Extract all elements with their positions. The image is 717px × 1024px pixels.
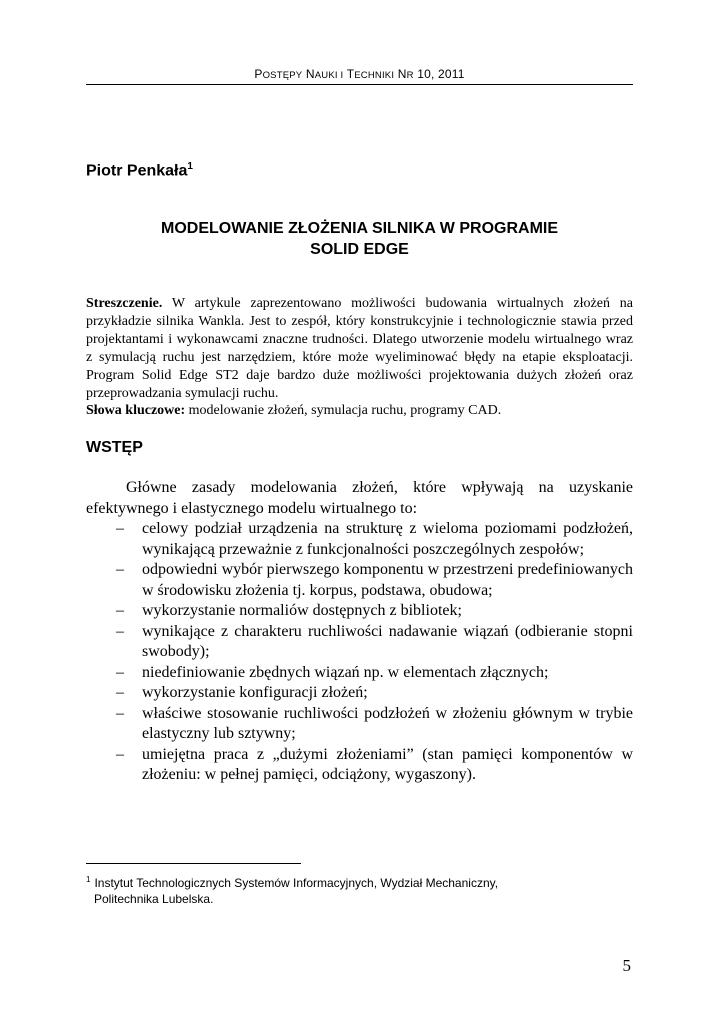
- bullet-dash: –: [116, 745, 124, 763]
- running-header: [86, 67, 633, 81]
- journal-name-part: AUKI I: [314, 70, 344, 81]
- bullet-dash: –: [116, 622, 124, 640]
- journal-name-part: OSTĘPY: [262, 70, 303, 81]
- author: [86, 161, 193, 180]
- footnote-mark: 1: [86, 875, 91, 884]
- list-item-text: wykorzystanie konfiguracji złożeń;: [142, 684, 368, 701]
- footnote-line-1: [86, 872, 633, 891]
- list-item: [86, 601, 633, 622]
- journal-name-part: N: [397, 67, 407, 81]
- header-rule: [86, 84, 633, 85]
- intro-paragraph: Główne zasady modelowania złożeń, które wpływają na uzyskanie efektywnego i elastycznego modelu wirtualnego to:: [86, 479, 633, 517]
- list-item: [86, 663, 633, 684]
- list-item-text: wykorzystanie normaliów dostępnych z bibliotek;: [142, 602, 462, 619]
- list-item-text: wynikające z charakteru ruchliwości nadawanie wiązań (odbieranie stopni swobody);: [142, 622, 633, 660]
- keywords-label: Słowa kluczowe:: [86, 403, 186, 419]
- footnote-line-2: Politechnika Lubelska.: [94, 892, 214, 906]
- paper-title: [86, 218, 633, 260]
- keywords-text: modelowanie złożeń, symulacja ruchu, programy CAD.: [188, 403, 502, 419]
- list-item: [86, 683, 633, 704]
- body-text: [86, 478, 633, 786]
- bullet-dash: –: [116, 663, 124, 681]
- title-line-1: MODELOWANIE ZŁOŻENIA SILNIKA W PROGRAMIE: [160, 220, 559, 237]
- list-item: [86, 519, 633, 560]
- journal-name-part: T: [346, 67, 355, 81]
- page-number: 5: [622, 956, 631, 975]
- journal-name-part: R: [406, 70, 414, 81]
- footnote: [86, 872, 633, 907]
- bullet-dash: –: [116, 602, 124, 619]
- list-item: [86, 745, 633, 786]
- bullet-dash: –: [116, 520, 124, 537]
- list-item-text: odpowiedni wybór pierwszego komponentu w przestrzeni predefiniowanych w środowisku złożenia tj. korpus, podstawa, obudowa;: [142, 561, 633, 599]
- title-line-2: SOLID EDGE: [310, 241, 409, 258]
- bullet-dash: –: [116, 561, 124, 578]
- author-name: Piotr Penkała: [86, 162, 188, 180]
- list-item-text: właściwe stosowanie ruchliwości podzłożeń w złożeniu głównym w trybie elastyczny lub sztywny;: [142, 704, 633, 742]
- bullet-dash: –: [116, 704, 124, 722]
- list-item-text: niedefiniowanie zbędnych wiązań np. w elementach złącznych;: [142, 663, 549, 681]
- journal-name-part: ECHNIKI: [354, 70, 395, 81]
- bullet-dash: –: [116, 684, 124, 701]
- footnote-text-1: Instytut Technologicznych Systemów Informacyjnych, Wydział Mechaniczny,: [94, 876, 499, 890]
- abstract-label: Streszczenie.: [86, 296, 163, 311]
- bullet-list: [86, 519, 633, 786]
- section-heading: WSTĘP: [86, 439, 143, 456]
- journal-name-part: P: [254, 67, 263, 81]
- list-item: [86, 560, 633, 601]
- list-item-text: umiejętna praca z „dużymi złożeniami” (stan pamięci komponentów w złożeniu: w pełnej pamięci, odciążony, wygaszony).: [142, 745, 633, 783]
- abstract: [86, 295, 633, 420]
- author-footnote-mark: 1: [187, 161, 193, 172]
- journal-name-part: N: [305, 67, 315, 81]
- abstract-text: W artykule zaprezentowano możliwości budowania wirtualnych złożeń na przykładzie silnika Wankla. Jest to zespół, który konstrukcyjnie i technologicznie stawia przed projektantami i wykonawcami znaczne trudności. Dlatego utworzenie modelu wirtualnego wraz z symulacją ruchu jest narzędziem, które może wyeliminować błędy na etapie eksploatacji. Program Solid Edge ST2 daje bardzo duże możliwości projektowania dużych złożeń oraz przeprowadzania symulacji ruchu.: [86, 296, 633, 401]
- list-item: [86, 622, 633, 663]
- list-item: [86, 704, 633, 745]
- footnote-rule: [86, 863, 301, 864]
- list-item-text: celowy podział urządzenia na strukturę z wieloma poziomami podzłożeń, wynikającą przeważnie z funkcjonalności poszczególnych zespołów;: [142, 520, 633, 558]
- journal-issue: 10, 2011: [417, 67, 465, 81]
